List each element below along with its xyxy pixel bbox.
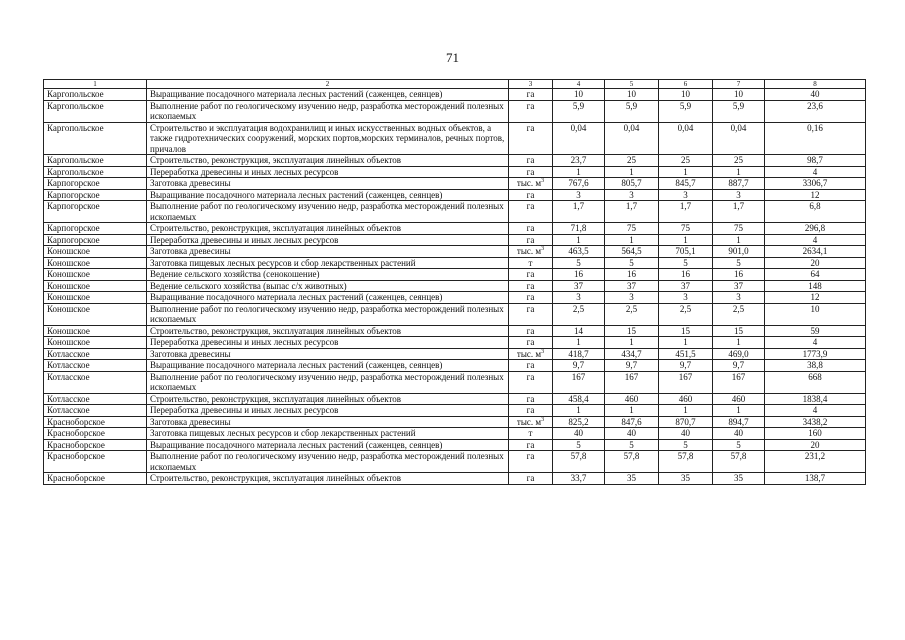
value-cell: 37 (553, 280, 605, 292)
value-cell: 1,7 (659, 201, 713, 223)
value-cell: 57,8 (553, 451, 605, 473)
value-cell: 14 (553, 325, 605, 337)
district-cell: Коношское (44, 246, 147, 258)
table-row (44, 223, 866, 235)
unit-cell (509, 201, 553, 223)
value-cell: 418,7 (553, 348, 605, 360)
activity-cell: Заготовка древесины (147, 178, 509, 190)
value-cell: 5 (605, 439, 659, 451)
value-cell: 5,9 (659, 100, 713, 122)
value-cell: 37 (659, 280, 713, 292)
value-cell: 16 (713, 269, 765, 281)
unit-cell (509, 439, 553, 451)
value-cell: 5 (553, 257, 605, 269)
district-cell: Красноборское (44, 428, 147, 440)
value-cell: 5 (605, 257, 659, 269)
value-cell: 167 (553, 371, 605, 393)
value-cell: 451,5 (659, 348, 713, 360)
unit-text: т (528, 257, 533, 268)
value-cell: 1 (553, 405, 605, 417)
table-row (44, 269, 866, 281)
value-cell: 901,0 (713, 246, 765, 258)
unit-cell (509, 393, 553, 405)
value-cell: 5,9 (553, 100, 605, 122)
activity-cell: Переработка древесины и иных лесных ресурсов (147, 234, 509, 246)
activity-cell: Выращивание посадочного материала лесных растений (саженцев, сеянцев) (147, 439, 509, 451)
value-cell: 20 (765, 257, 866, 269)
value-cell: 1 (659, 337, 713, 349)
value-cell: 1 (713, 234, 765, 246)
activity-cell: Переработка древесины и иных лесных ресурсов (147, 337, 509, 349)
column-header: 1 (44, 80, 147, 89)
value-cell: 767,6 (553, 178, 605, 190)
unit-cell (509, 280, 553, 292)
value-cell: 668 (765, 371, 866, 393)
unit-text: га (526, 223, 535, 233)
district-cell: Каргопольское (44, 100, 147, 122)
district-cell: Карпогорское (44, 234, 147, 246)
unit-cell (509, 451, 553, 473)
value-cell: 463,5 (553, 246, 605, 258)
value-cell: 5 (659, 257, 713, 269)
value-cell: 1,7 (605, 201, 659, 223)
unit-text: га (526, 201, 535, 211)
value-cell: 10 (659, 89, 713, 101)
value-cell: 25 (713, 155, 765, 167)
value-cell: 3 (605, 189, 659, 201)
value-cell: 845,7 (659, 178, 713, 190)
unit-text: т (528, 428, 533, 438)
value-cell: 3 (659, 189, 713, 201)
table-row (44, 348, 866, 360)
value-cell: 12 (765, 189, 866, 201)
unit-text: га (526, 269, 535, 279)
unit-cell (509, 473, 553, 485)
value-cell: 37 (713, 280, 765, 292)
value-cell: 9,7 (659, 360, 713, 372)
district-cell: Коношское (44, 303, 147, 325)
unit-text: га (526, 166, 535, 177)
unit-text: га (526, 473, 535, 483)
unit-cell (509, 100, 553, 122)
value-cell: 20 (765, 439, 866, 451)
district-cell: Карпогорское (44, 223, 147, 235)
district-cell: Коношское (44, 292, 147, 304)
value-cell: 40 (605, 428, 659, 440)
value-cell: 1838,4 (765, 393, 866, 405)
unit-text: га (526, 234, 535, 245)
column-number-row (44, 80, 866, 89)
value-cell: 1773,9 (765, 348, 866, 360)
activity-cell: Строительство, реконструкция, эксплуатация линейных объектов (147, 473, 509, 485)
activity-cell: Заготовка древесины (147, 348, 509, 360)
unit-superscript: 3 (541, 246, 545, 252)
table-row (44, 201, 866, 223)
value-cell: 35 (659, 473, 713, 485)
value-cell: 887,7 (713, 178, 765, 190)
table-row (44, 371, 866, 393)
activity-cell: Выращивание посадочного материала лесных растений (саженцев, сеянцев) (147, 89, 509, 101)
activity-cell: Строительство, реконструкция, эксплуатация линейных объектов (147, 325, 509, 337)
value-cell: 0,04 (605, 122, 659, 155)
unit-cell (509, 360, 553, 372)
unit-cell (509, 155, 553, 167)
activity-cell: Ведение сельского хозяйства (выпас с/х животных) (147, 280, 509, 292)
column-header: 5 (605, 80, 659, 89)
table-row (44, 280, 866, 292)
district-cell: Карпогорское (44, 178, 147, 190)
value-cell: 1 (713, 405, 765, 417)
value-cell: 805,7 (605, 178, 659, 190)
unit-text: га (526, 360, 535, 370)
value-cell: 5,9 (605, 100, 659, 122)
activity-cell: Заготовка древесины (147, 246, 509, 258)
table-row (44, 234, 866, 246)
unit-text: тыс. м (516, 246, 542, 256)
unit-text: тыс. м (516, 348, 542, 359)
district-cell: Коношское (44, 325, 147, 337)
column-header: 7 (713, 80, 765, 89)
value-cell: 0,04 (659, 122, 713, 155)
value-cell: 5 (659, 439, 713, 451)
unit-text: га (526, 155, 535, 165)
value-cell: 1,7 (713, 201, 765, 223)
table-row (44, 416, 866, 428)
table-row (44, 325, 866, 337)
value-cell: 9,7 (553, 360, 605, 372)
unit-cell (509, 405, 553, 417)
value-cell: 469,0 (713, 348, 765, 360)
value-cell: 870,7 (659, 416, 713, 428)
table-row (44, 89, 866, 101)
table-row (44, 292, 866, 304)
unit-cell (509, 292, 553, 304)
value-cell: 3306,7 (765, 178, 866, 190)
value-cell: 40 (659, 428, 713, 440)
value-cell: 434,7 (605, 348, 659, 360)
value-cell: 1 (553, 166, 605, 178)
value-cell: 1 (659, 166, 713, 178)
value-cell: 37 (605, 280, 659, 292)
unit-cell (509, 257, 553, 269)
value-cell: 3 (659, 292, 713, 304)
unit-cell (509, 89, 553, 101)
value-cell: 5,9 (713, 100, 765, 122)
value-cell: 9,7 (605, 360, 659, 372)
district-cell: Каргопольское (44, 122, 147, 155)
value-cell: 0,04 (713, 122, 765, 155)
district-cell: Каргопольское (44, 89, 147, 101)
value-cell: 57,8 (713, 451, 765, 473)
table-row (44, 189, 866, 201)
value-cell: 138,7 (765, 473, 866, 485)
value-cell: 2,5 (605, 303, 659, 325)
unit-cell (509, 122, 553, 155)
unit-text: га (526, 337, 535, 347)
unit-cell (509, 303, 553, 325)
value-cell: 0,16 (765, 122, 866, 155)
unit-text: га (526, 280, 535, 291)
activity-cell: Выращивание посадочного материала лесных растений (саженцев, сеянцев) (147, 189, 509, 201)
column-header: 8 (765, 80, 866, 89)
table-row (44, 303, 866, 325)
unit-cell (509, 166, 553, 178)
value-cell: 460 (659, 393, 713, 405)
value-cell: 59 (765, 325, 866, 337)
value-cell: 16 (605, 269, 659, 281)
district-cell: Красноборское (44, 416, 147, 428)
district-cell: Котласское (44, 393, 147, 405)
table-row (44, 428, 866, 440)
unit-text: га (526, 89, 535, 99)
unit-text: га (526, 451, 535, 461)
value-cell: 35 (713, 473, 765, 485)
value-cell: 16 (553, 269, 605, 281)
value-cell: 57,8 (605, 451, 659, 473)
value-cell: 4 (765, 234, 866, 246)
value-cell: 1 (659, 405, 713, 417)
value-cell: 16 (659, 269, 713, 281)
table-row (44, 155, 866, 167)
value-cell: 25 (659, 155, 713, 167)
activity-cell: Строительство, реконструкция, эксплуатация линейных объектов (147, 223, 509, 235)
unit-superscript: 3 (541, 348, 545, 355)
district-cell: Коношское (44, 269, 147, 281)
value-cell: 10 (553, 89, 605, 101)
value-cell: 1 (605, 234, 659, 246)
district-cell: Коношское (44, 257, 147, 269)
district-cell: Красноборское (44, 473, 147, 485)
value-cell: 458,4 (553, 393, 605, 405)
unit-cell (509, 246, 553, 258)
value-cell: 57,8 (659, 451, 713, 473)
value-cell: 167 (713, 371, 765, 393)
value-cell: 1 (713, 337, 765, 349)
value-cell: 4 (765, 405, 866, 417)
column-header: 4 (553, 80, 605, 89)
value-cell: 2634,1 (765, 246, 866, 258)
activity-cell: Заготовка пищевых лесных ресурсов и сбор лекарственных растений (147, 257, 509, 269)
column-header: 6 (659, 80, 713, 89)
value-cell: 2,5 (713, 303, 765, 325)
activity-cell: Выполнение работ по геологическому изучению недр, разработка месторождений полезных ископаемых (147, 371, 509, 393)
table-row (44, 393, 866, 405)
table-body (44, 89, 866, 485)
unit-cell (509, 416, 553, 428)
value-cell: 12 (765, 292, 866, 304)
district-cell: Коношское (44, 280, 147, 292)
value-cell: 15 (713, 325, 765, 337)
district-cell: Коношское (44, 337, 147, 349)
value-cell: 3 (605, 292, 659, 304)
column-header: 3 (509, 80, 553, 89)
unit-cell (509, 178, 553, 190)
value-cell: 705,1 (659, 246, 713, 258)
unit-text: га (526, 189, 535, 200)
unit-text: га (526, 122, 535, 133)
activity-cell: Строительство, реконструкция, эксплуатация линейных объектов (147, 393, 509, 405)
value-cell: 160 (765, 428, 866, 440)
value-cell: 10 (605, 89, 659, 101)
value-cell: 167 (605, 371, 659, 393)
unit-cell (509, 337, 553, 349)
activity-cell: Заготовка древесины (147, 416, 509, 428)
value-cell: 3438,2 (765, 416, 866, 428)
value-cell: 6,8 (765, 201, 866, 223)
unit-cell (509, 371, 553, 393)
activity-cell: Выполнение работ по геологическому изучению недр, разработка месторождений полезных ископаемых (147, 100, 509, 122)
district-cell: Карпогорское (44, 201, 147, 223)
activity-cell: Выполнение работ по геологическому изучению недр, разработка месторождений полезных ископаемых (147, 201, 509, 223)
value-cell: 10 (765, 303, 866, 325)
value-cell: 5 (713, 439, 765, 451)
value-cell: 167 (659, 371, 713, 393)
district-cell: Котласское (44, 348, 147, 360)
unit-cell (509, 234, 553, 246)
column-header: 2 (147, 80, 509, 89)
value-cell: 33,7 (553, 473, 605, 485)
value-cell: 9,7 (713, 360, 765, 372)
value-cell: 3 (553, 189, 605, 201)
value-cell: 0,04 (553, 122, 605, 155)
value-cell: 75 (605, 223, 659, 235)
district-cell: Котласское (44, 371, 147, 393)
unit-cell (509, 269, 553, 281)
value-cell: 4 (765, 166, 866, 178)
value-cell: 71,8 (553, 223, 605, 235)
unit-superscript: 3 (541, 178, 545, 184)
value-cell: 894,7 (713, 416, 765, 428)
unit-text: га (526, 303, 535, 314)
value-cell: 2,5 (553, 303, 605, 325)
value-cell: 1 (553, 234, 605, 246)
value-cell: 75 (713, 223, 765, 235)
value-cell: 10 (713, 89, 765, 101)
value-cell: 64 (765, 269, 866, 281)
value-cell: 23,6 (765, 100, 866, 122)
unit-text: га (526, 439, 535, 450)
value-cell: 5 (713, 257, 765, 269)
activity-cell: Выполнение работ по геологическому изучению недр, разработка месторождений полезных ископаемых (147, 451, 509, 473)
value-cell: 296,8 (765, 223, 866, 235)
value-cell: 38,8 (765, 360, 866, 372)
unit-text: га (526, 405, 535, 415)
value-cell: 460 (605, 393, 659, 405)
district-cell: Карпогорское (44, 189, 147, 201)
value-cell: 847,6 (605, 416, 659, 428)
value-cell: 3 (553, 292, 605, 304)
unit-cell (509, 325, 553, 337)
value-cell: 3 (713, 189, 765, 201)
unit-text: га (526, 325, 535, 336)
unit-cell (509, 189, 553, 201)
table-row (44, 166, 866, 178)
activity-cell: Переработка древесины и иных лесных ресурсов (147, 405, 509, 417)
activity-cell: Выращивание посадочного материала лесных растений (саженцев, сеянцев) (147, 292, 509, 304)
value-cell: 825,2 (553, 416, 605, 428)
value-cell: 4 (765, 337, 866, 349)
value-cell: 25 (605, 155, 659, 167)
value-cell: 1 (605, 405, 659, 417)
unit-text: тыс. м (516, 416, 542, 427)
table-row (44, 439, 866, 451)
value-cell: 40 (713, 428, 765, 440)
district-cell: Каргопольское (44, 155, 147, 167)
table-row (44, 257, 866, 269)
activity-cell: Ведение сельского хозяйства (сенокошение) (147, 269, 509, 281)
value-cell: 1 (659, 234, 713, 246)
unit-text: тыс. м (516, 178, 542, 188)
activity-cell: Выполнение работ по геологическому изучению недр, разработка месторождений полезных ископаемых (147, 303, 509, 325)
activity-cell: Строительство, реконструкция, эксплуатация линейных объектов (147, 155, 509, 167)
unit-text: га (526, 393, 535, 404)
value-cell: 2,5 (659, 303, 713, 325)
unit-cell (509, 428, 553, 440)
value-cell: 15 (605, 325, 659, 337)
value-cell: 1 (713, 166, 765, 178)
value-cell: 460 (713, 393, 765, 405)
value-cell: 3 (713, 292, 765, 304)
value-cell: 148 (765, 280, 866, 292)
value-cell: 1 (553, 337, 605, 349)
value-cell: 1,7 (553, 201, 605, 223)
table-row (44, 451, 866, 473)
district-cell: Красноборское (44, 439, 147, 451)
value-cell: 231,2 (765, 451, 866, 473)
activity-cell: Строительство и эксплуатация водохранилищ и иных искусственных водных объектов, а также гидротехнических сооружений, морских портов,морских терминалов, речных портов, причалов (147, 122, 509, 155)
value-cell: 1 (605, 166, 659, 178)
district-cell: Красноборское (44, 451, 147, 473)
activity-cell: Выращивание посадочного материала лесных растений (саженцев, сеянцев) (147, 360, 509, 372)
unit-text: га (526, 100, 535, 111)
district-cell: Каргопольское (44, 166, 147, 178)
district-cell: Котласское (44, 405, 147, 417)
unit-superscript: 3 (541, 416, 545, 423)
unit-cell (509, 223, 553, 235)
value-cell: 40 (553, 428, 605, 440)
table-row (44, 122, 866, 155)
table-row (44, 246, 866, 258)
value-cell: 75 (659, 223, 713, 235)
unit-text: га (526, 292, 535, 302)
value-cell: 35 (605, 473, 659, 485)
value-cell: 5 (553, 439, 605, 451)
value-cell: 1 (605, 337, 659, 349)
district-cell: Котласское (44, 360, 147, 372)
page-number: 71 (446, 50, 459, 65)
unit-text: га (526, 371, 535, 382)
activity-cell: Заготовка пищевых лесных ресурсов и сбор лекарственных растений (147, 428, 509, 440)
table-row (44, 100, 866, 122)
value-cell: 40 (765, 89, 866, 101)
forest-use-table (43, 79, 866, 485)
unit-cell (509, 348, 553, 360)
activity-cell: Переработка древесины и иных лесных ресурсов (147, 166, 509, 178)
table-row (44, 337, 866, 349)
value-cell: 564,5 (605, 246, 659, 258)
table-row (44, 405, 866, 417)
value-cell: 98,7 (765, 155, 866, 167)
value-cell: 15 (659, 325, 713, 337)
table-row (44, 360, 866, 372)
table-row (44, 178, 866, 190)
table-row (44, 473, 866, 485)
value-cell: 23,7 (553, 155, 605, 167)
